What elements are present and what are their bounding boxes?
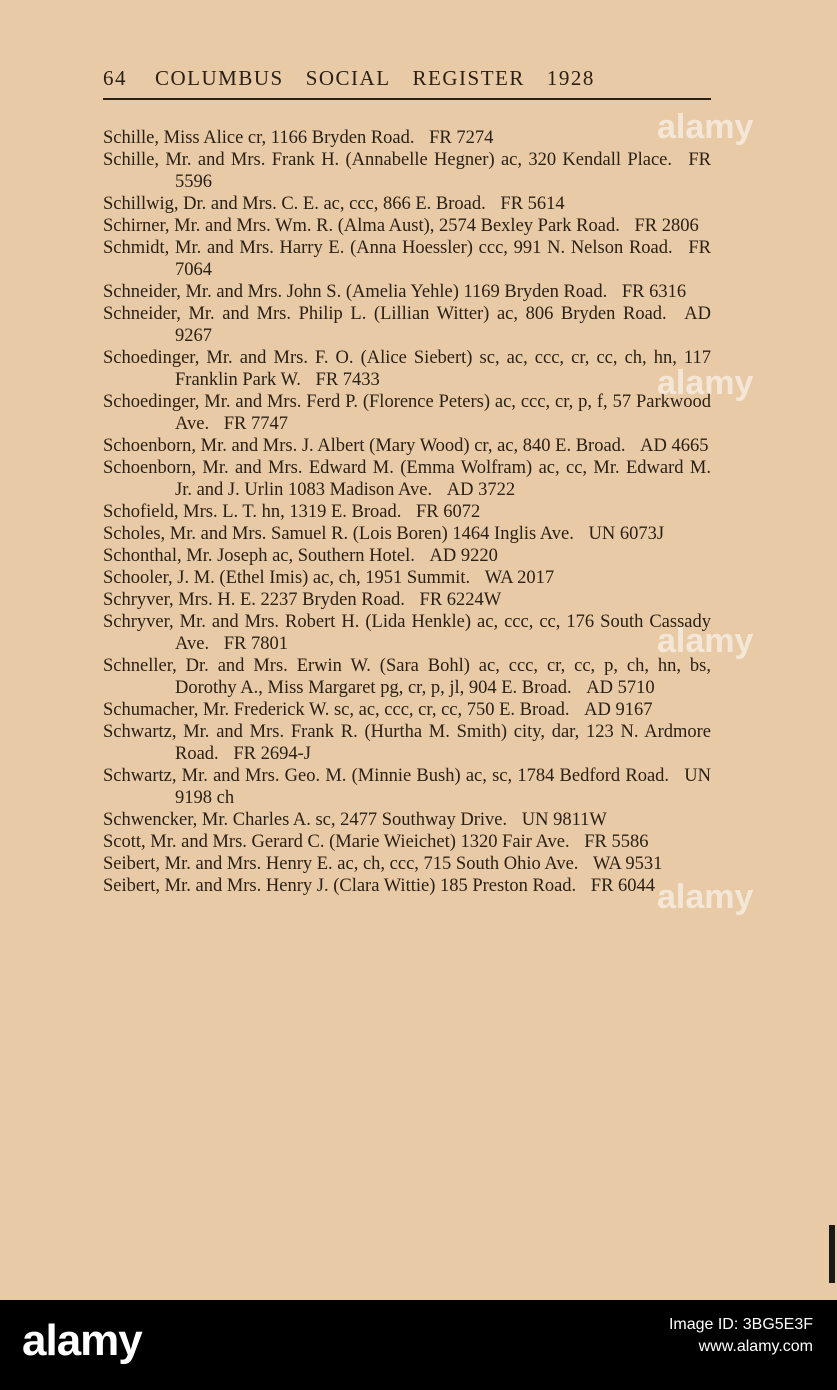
entry-text: Schwencker, Mr. Charles A. sc, 2477 Southway Drive. <box>103 810 508 830</box>
entry-phone: FR 6044 <box>590 876 656 896</box>
entry-text: Schoedinger, Mr. and Mrs. F. O. (Alice Siebert) sc, ac, ccc, cr, cc, ch, hn, 117 Franklin Park W. <box>103 348 711 390</box>
entry-text: Scholes, Mr. and Mrs. Samuel R. (Lois Boren) 1464 Inglis Ave. <box>103 524 574 544</box>
register-entry <box>103 501 711 523</box>
entry-text: Schoenborn, Mr. and Mrs. Edward M. (Emma Wolfram) ac, cc, Mr. Edward M. Jr. and J. Urlin 1083 Madison Ave. <box>103 458 711 500</box>
entry-text: Schonthal, Mr. Joseph ac, Southern Hotel. <box>103 546 415 566</box>
watermark-text: alamy <box>657 878 754 916</box>
page-number: 64 <box>103 66 127 90</box>
register-entry <box>103 765 711 809</box>
binding-edge <box>829 1225 835 1283</box>
header-title-word: COLUMBUS <box>155 66 284 90</box>
register-entry <box>103 303 711 347</box>
register-entry <box>103 281 711 303</box>
entry-phone: FR 2694-J <box>233 744 311 764</box>
entry-phone: UN 9811W <box>521 810 607 830</box>
register-entry <box>103 611 711 655</box>
register-entry <box>103 831 711 853</box>
register-entry <box>103 809 711 831</box>
entry-text: Schofield, Mrs. L. T. hn, 1319 E. Broad. <box>103 502 402 522</box>
register-entries <box>103 127 711 897</box>
entry-phone: AD 3722 <box>446 480 516 500</box>
entry-text: Schryver, Mrs. H. E. 2237 Bryden Road. <box>103 590 405 610</box>
entry-phone: FR 2806 <box>634 216 699 236</box>
entry-text: Schneider, Mr. and Mrs. John S. (Amelia Yehle) 1169 Bryden Road. <box>103 282 608 302</box>
register-entry <box>103 193 711 215</box>
entry-text: Seibert, Mr. and Mrs. Henry J. (Clara Wittie) 185 Preston Road. <box>103 876 577 896</box>
register-entry <box>103 435 711 457</box>
entry-text: Schneider, Mr. and Mrs. Philip L. (Lillian Witter) ac, 806 Bryden Road. <box>103 304 667 324</box>
entry-text: Seibert, Mr. and Mrs. Henry E. ac, ch, ccc, 715 South Ohio Ave. <box>103 854 579 874</box>
entry-phone: FR 6316 <box>621 282 687 302</box>
entry-phone: FR 5614 <box>500 194 565 214</box>
watermark-text: alamy <box>657 364 754 402</box>
header-title-word: SOCIAL <box>305 66 391 90</box>
entry-phone: WA 2017 <box>484 568 555 588</box>
entry-phone: FR 7274 <box>429 128 494 148</box>
page-header <box>103 66 711 100</box>
register-entry <box>103 149 711 193</box>
entry-phone: AD 9267 <box>175 304 712 346</box>
watermark-text: alamy <box>657 622 754 660</box>
register-entry <box>103 545 711 567</box>
register-entry <box>103 853 711 875</box>
entry-phone: FR 5586 <box>584 832 649 852</box>
image-id-label: Image ID: 3BG5E3F <box>668 1316 813 1333</box>
entry-phone: AD 9220 <box>429 546 498 566</box>
entry-text: Schirner, Mr. and Mrs. Wm. R. (Alma Aust), 2574 Bexley Park Road. <box>103 216 620 236</box>
entry-text: Schoedinger, Mr. and Mrs. Ferd P. (Florence Peters) ac, ccc, cr, p, f, 57 Parkwood Ave. <box>103 392 711 434</box>
entry-text: Schwartz, Mr. and Mrs. Frank R. (Hurtha M. Smith) city, dar, 123 N. Ardmore Road. <box>103 722 711 764</box>
entry-text: Schille, Mr. and Mrs. Frank H. (Annabelle Hegner) ac, 320 Kendall Place. <box>103 150 673 170</box>
register-entry <box>103 699 711 721</box>
register-entry <box>103 237 711 281</box>
entry-text: Schryver, Mr. and Mrs. Robert H. (Lida Henkle) ac, ccc, cc, 176 South Cassady Ave. <box>103 612 711 654</box>
register-entry <box>103 523 711 545</box>
register-entry <box>103 391 711 435</box>
register-entry <box>103 875 711 897</box>
entry-phone: FR 7433 <box>315 370 380 390</box>
header-year: 1928 <box>546 66 595 90</box>
entry-text: Schoenborn, Mr. and Mrs. J. Albert (Mary Wood) cr, ac, 840 E. Broad. <box>103 436 626 456</box>
watermark-footer <box>0 1300 837 1390</box>
entry-text: Schille, Miss Alice cr, 1166 Bryden Road. <box>103 128 415 148</box>
entry-phone: FR 7064 <box>175 238 711 280</box>
entry-phone: UN 6073J <box>588 524 665 544</box>
brand-logo: alamy <box>22 1316 142 1365</box>
entry-text: Schmidt, Mr. and Mrs. Harry E. (Anna Hoessler) ccc, 991 N. Nelson Road. <box>103 238 673 258</box>
register-entry <box>103 457 711 501</box>
entry-text: Schneller, Dr. and Mrs. Erwin W. (Sara Bohl) ac, ccc, cr, cc, p, ch, hn, bs, Dorothy A., Miss Margaret pg, cr, p, jl, 904 E. Broad. <box>103 656 711 698</box>
watermark-text: alamy <box>657 108 754 146</box>
register-entry <box>103 721 711 765</box>
register-entry <box>103 655 711 699</box>
entry-phone: FR 7747 <box>223 414 288 434</box>
entry-phone: FR 7801 <box>223 634 288 654</box>
register-entry <box>103 589 711 611</box>
register-entry <box>103 347 711 391</box>
site-url: www.alamy.com <box>698 1338 813 1355</box>
register-entry <box>103 127 711 149</box>
entry-text: Schillwig, Dr. and Mrs. C. E. ac, ccc, 866 E. Broad. <box>103 194 486 214</box>
entry-phone: AD 9167 <box>584 700 653 720</box>
register-entry <box>103 215 711 237</box>
entry-phone: AD 5710 <box>586 678 655 698</box>
entry-phone: AD 4665 <box>640 436 709 456</box>
entry-phone: FR 5596 <box>175 150 711 192</box>
entry-phone: FR 6224W <box>419 590 502 610</box>
entry-phone: UN 9198 ch <box>175 766 711 808</box>
entry-text: Schooler, J. M. (Ethel Imis) ac, ch, 1951 Summit. <box>103 568 471 588</box>
entry-phone: FR 6072 <box>416 502 481 522</box>
entry-text: Schwartz, Mr. and Mrs. Geo. M. (Minnie Bush) ac, sc, 1784 Bedford Road. <box>103 766 670 786</box>
header-title-word: REGISTER <box>412 66 525 90</box>
entry-text: Schumacher, Mr. Frederick W. sc, ac, ccc, cr, cc, 750 E. Broad. <box>103 700 570 720</box>
entry-phone: WA 9531 <box>593 854 663 874</box>
image-id-block <box>669 1314 813 1358</box>
entry-text: Scott, Mr. and Mrs. Gerard C. (Marie Wieichet) 1320 Fair Ave. <box>103 832 570 852</box>
register-entry <box>103 567 711 589</box>
